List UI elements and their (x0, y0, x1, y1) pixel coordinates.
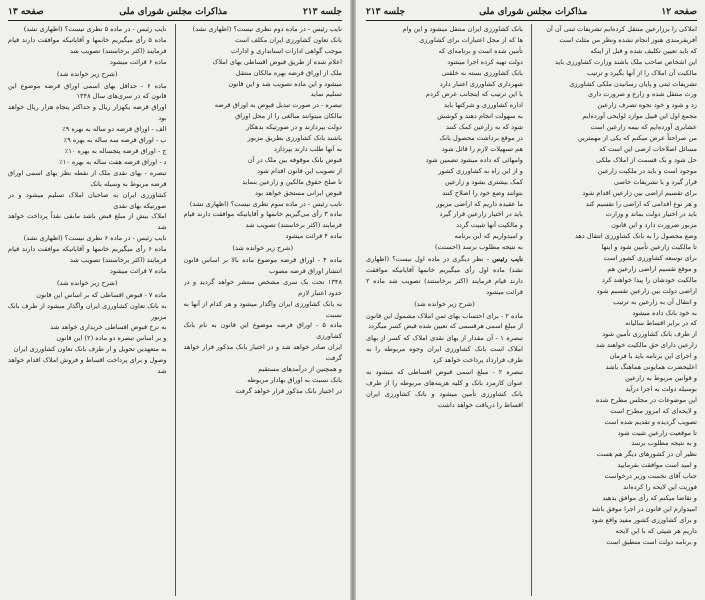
text-line: قبوض ایرانی مستحق خواهد بود (255, 188, 342, 197)
text-line: از تصویب این قانون اقدام شود (257, 166, 342, 175)
text-line: و به نتیجه مطلوب برسد (631, 439, 697, 448)
text-line: ب - اوراق قرضه سه ساله به بهره ۹٪ (63, 136, 167, 145)
text-line: الف - اوراق قرضه دو ساله به بهره ۹٪ (62, 125, 167, 134)
text-line: به نتیجه مطلوب برسد (احسنت) (435, 243, 523, 252)
text-line: تصویب گردیده و تقدیم شده است (604, 417, 697, 426)
text-line: تشریفات ثبتی و پایان رسانیدن ملکی کشاورزی (569, 79, 697, 88)
text-line: امیدوارم این قانون در اجرا موفق باشد (591, 504, 697, 513)
text-line: تا مالکیت زارعین تأمین شود و اینها (601, 243, 697, 252)
text-line: (شرح زیر خوانده شد) (56, 69, 118, 78)
text-line: ماده ۴ - اوراق قرضه موضوع ماده بالا بر اساس قانون انتشار اوراق قرضه مصوب (183, 256, 342, 275)
text-line: ما عقیده داریم که اراضی مزبور (436, 199, 523, 208)
text-line: من صراحتاً عرض میکنم که یکی از مهمترین (578, 134, 697, 143)
text-line: ورث منتقل شده و زارع و ضرورت داری (588, 90, 697, 99)
text-line: به خود بانک داده میشود (632, 308, 697, 317)
text-line: اعلام شده از طریق قبوض اقساطی بهای املاک (212, 57, 342, 66)
text-line: به بانک کشاورزی ایران واگذار میشود و هر کدام از آنها به نسبت (183, 299, 342, 319)
text-line: نایب رئیس - در ماده ۵ نظری نیست؟ (اظهاری نشد) (23, 25, 167, 33)
page-header (366, 4, 697, 21)
text-line: بانک کشاورزی ایران منتقل میشود و این وام (402, 25, 523, 33)
session-number: جلسه ۲۱۳ (302, 7, 342, 17)
text-column (366, 24, 523, 596)
text-line: جناب آقای نخست وزیر درخواست (604, 472, 697, 481)
text-line: موجود است و باید در ملکیت زارعین (597, 166, 697, 175)
note-text: تبصره ۱ - آن مقدار از بهای نقدی املاک که کسر از بهای املاک است بانک کشاورزی ایران وجوه مربوطه را به طرف قرارداد پرداخت خواهد کرد (366, 334, 523, 365)
text-line: قرار گیرد و با تشریفات خاصی (614, 177, 697, 186)
text-line: تسلیم نماید (310, 90, 342, 99)
text-line: به آنها طلب دارند بپردازد (274, 144, 342, 153)
text-line: به متعهدین تحویل و از طرف بانک تعاون کشاورزی ایران (13, 345, 167, 354)
text-line: ماده ۵ رأی میگیریم خانمها و آقایانیکه موافقت دارند قیام فرمایند (اکثر برخاستند) تصویب شد (8, 35, 167, 55)
text-line: آفریقرمندی هنوز انجام نشده ونظر من مثلث است (559, 35, 697, 44)
text-line: بانک تعاون کشاورزی ایران مکلف است (235, 35, 342, 44)
text-line: ایران صادر خواهد شد و در اختیار بانک مذکور قرار خواهد گرفت (183, 343, 342, 363)
text-line: هم تسهیلات لازم را قائل شود (441, 144, 523, 153)
text-line: تا موقعیت زارعین تثبیت شود (617, 428, 697, 437)
text-line: میشود و این ماده تصویب شد و این قانون (228, 79, 342, 88)
text-line: وضع محصول را به بانک کشاورزی انتقال دهد (574, 232, 697, 241)
text-line: و قوانین مربوط به زارعین (625, 374, 697, 382)
text-line: مالکان میتوانند مبالغی را از محل اوراق (235, 112, 342, 121)
text-line: و امیدواریم که این برنامه (454, 232, 523, 241)
text-line: مالکیت آن املاک را از آنها بگیرد و ترتیب (586, 68, 697, 77)
text-line: ماده ۷ قرائت میشود (110, 266, 167, 275)
text-line: و امید است موافقت بفرمایید (617, 461, 697, 470)
speaker-text: - نظر دیگری در ماده اول نیست؟ (اظهاری نشد) ماده اول رأی میگیریم خانمها آقایانیکه موافقت دارند قیام فرمایند (اکثر برخاستند) تصویب شد ماده ۲ قرائت میشود (366, 255, 523, 296)
text-line: قبوض بانک موقوفه بین ملک در آن (247, 155, 342, 164)
text-line: املاک بیش از مبلغ قبض باشد مابقی نقداً پرداخت خواهد شد (8, 212, 167, 232)
text-line: و از این راه به کشاورزی کشور (438, 166, 523, 175)
text-line: مسائل اصلاحات ارضی این است که (599, 144, 697, 153)
text-line: حل شود و یک قسمت از املاک ملکی (596, 155, 697, 164)
speaker-paragraph (366, 254, 523, 298)
read-note: (شرح زیر خوانده شد) (414, 299, 475, 308)
text-line: ج - اوراق قرضه پنجساله به بهره ۱۰٪ (64, 146, 167, 155)
text-line: املاکی را برزارعین منتقل کرده‌ایم تشریفات ثبتی آن آن (546, 25, 697, 33)
text-line: در موقع برداشت محصول بانک (439, 134, 523, 143)
session-number: جلسه ۲۱۳ (366, 7, 406, 17)
page-12 (358, 0, 705, 600)
text-line: دولت تهیه کرده اجرا میشود (447, 57, 523, 66)
page-running-title: مذاکرات مجلس شورای ملی (119, 7, 228, 17)
text-line: و لایحه‌ای که امروز مطرح است (610, 406, 697, 415)
column-divider (175, 24, 176, 596)
text-line: داریم هر شیئی که با این لایحه (615, 526, 697, 535)
text-column (184, 24, 343, 596)
page-number: صفحه ۱۳ (8, 7, 44, 17)
text-line: و بر اساس تبصره دو ماده (۲) این قانون (56, 334, 167, 343)
article-text: ماده ۲ - برای احتساب بهای ثمن املاک مشمول این قانون از مبلغ اسمی هرقسمی که تعیین شده قبض کسر میگردد (366, 311, 523, 331)
page-header (8, 4, 342, 21)
text-line: (شرح زیر خوانده شد) (56, 278, 118, 287)
text-line: شهرداری کشاورزی اعتبار دارد (439, 79, 523, 88)
text-line: ماده ۵ - اوراق قرضه موضوع این قانون به نام بانک کشاورزی (183, 321, 342, 341)
text-line: و هر نوع اقدامی که اراضی را تقسیم کند (585, 199, 697, 208)
text-line: با این ترتیب که اینجانب عرض کردم (425, 90, 523, 99)
text-line: به سهولت انجام دهند و کوشش (437, 112, 523, 121)
text-line: بتوانند وضع خود را اصلاح کنند (442, 188, 523, 197)
text-line: (شرح زیر خوانده شد) (232, 244, 294, 253)
text-line: بانک نسبت به اوراق بهادار مربوطه (247, 376, 342, 384)
text-line: و موقع تقسیم اراضی زارعین هم (607, 264, 697, 273)
text-line: ماده ۷ - قبوض اقساطی که بر اساس این قانون (36, 290, 167, 299)
text-line: که باید تعیین تکلیف شده و قبل از اینکه (590, 46, 697, 55)
text-line: و برای کشاورزی کشور مفید واقع شود (591, 515, 697, 524)
text-line: اعلیحضرت همایونی هماهنگ باشد (605, 363, 697, 372)
text-line: وامهائی که داده میشود تضمین شود (425, 155, 523, 164)
text-line: اداره کشاورزی و شرکتها باید (443, 101, 523, 110)
page-number: صفحه ۱۲ (661, 7, 697, 17)
text-line: دولت بپردازند و در صورتیکه بدهکار (246, 123, 342, 132)
text-line: ها که از محل اعتبارات برای کشاورزی (419, 35, 523, 44)
text-line: از طرف بانک کشاورزی تأمین شود (602, 330, 697, 339)
text-line: و همچنین از درآمدهای مستقیم (258, 365, 342, 374)
text-line: و برنامه دولت است منطبق است (606, 537, 697, 546)
text-line: موجب گواهی ادارات استانداری و ادارات (231, 46, 342, 55)
text-line: اوراق قرضه یکهزار ریال و حداکثر پنجاه هزار ریال خواهد بود (8, 103, 167, 123)
text-line: و مالکیت آنها تثبیت گردد (456, 221, 523, 230)
page-running-title: مذاکرات مجلس شورای ملی (479, 7, 588, 17)
text-line: که در برابر اقساط سالیانه (625, 319, 697, 328)
text-line: و اجرای این برنامه باید با فرمان (609, 352, 697, 361)
text-line: ماده ۶ قرائت میشود (110, 57, 167, 66)
text-line: به بانک تعاون کشاورزی ایران واگذار میشود از طرف بانک مزبور (8, 301, 167, 321)
text-line: وصول و برای پرداخت اقساط و فروش املاک اقدام خواهد شد (8, 356, 167, 376)
page-13 (0, 0, 350, 600)
text-line: کمک بیشتری بشود و زارعین (444, 177, 523, 186)
text-line: این موضوعات در مجلس مطرح شده (595, 395, 697, 404)
text-line: و انتقال آن به زارعین به ترتیب (613, 297, 697, 306)
text-column (8, 24, 167, 596)
text-line: برای توسعه کشاورزی کشور است (603, 254, 697, 263)
text-line: ماده ۶ رأی میگیریم خانمها و آقایانیکه موافقت دارند قیام فرمایند (اکثر برخاستند) تصویب شد (8, 245, 167, 265)
text-line: اراضی دولت بین زارعین تقسیم شود (596, 286, 697, 295)
text-line: شود که به زارعین کمک کنند (446, 123, 523, 132)
text-line: تأمین شده است و برنامه‌ای که (438, 46, 523, 55)
speaker-name: نایب رئیس (492, 255, 523, 264)
text-line: ۱۳۴۸ تحت یک سری مشخص منتشر خواهد گردید و در حدود اعتبار لازم (183, 277, 342, 297)
text-line: فوریت این لایحه را کرده‌اند (623, 483, 697, 492)
text-line: مزبور ضرورت دارد و این قانون (611, 221, 697, 230)
text-line: نایب رئیس - در ماده دوم نظری نیست؟ (اظهاری نشد) (192, 25, 342, 33)
text-line: بانک کشاورزی بسته به خلقتی (441, 68, 523, 77)
column-divider (531, 24, 532, 596)
text-line: نایب رئیس - در ماده ۶ نظری نیست؟ (اظهاری نشد) (23, 234, 167, 243)
text-line: عشایری آورده‌ایم که بیمه زارعین است (590, 123, 697, 132)
text-line: این اشخاص صاحب ملک باشند وزارت کشاورزی باید (554, 57, 697, 66)
text-line: باشند بانک کشاورزی بطریق مزبور (247, 134, 342, 143)
text-column (540, 24, 697, 596)
text-line: در اختیار بانک مذکور قرار خواهد گرفت (235, 386, 342, 395)
text-line: برای تقسیم اراضی بین زارعین اقدام شود (582, 188, 697, 197)
text-line: بوسیله دولت به اجرا درآید (625, 384, 697, 393)
note-text: تبصره ۲ - مبلغ اسمی قبوض اقساطی که میشود به عنوان کارمزد بانک و کلیه هزینه‌های مربوطه را از طرف بانک کشاورزی تأمین میشود و بانک کشاورزی ایران اقساط را دریافت خواهد داشت (366, 368, 523, 409)
book-gutter (350, 0, 356, 600)
text-line: کشاورزی ایران به صاحبان املاک تسلیم میشود و در صورتیکه بهای نقدی (8, 190, 167, 210)
text-line: نظیر آن در کشورهای دیگر هم هست (596, 450, 697, 459)
text-line: رد و شود و خود نحوه تصرف زارعین (597, 101, 697, 110)
text-line: ملک از اوراق قرضه بهره مالکان منتقل (235, 68, 342, 77)
text-line: باید در اختیار دولت بماند و وزارت (605, 210, 697, 219)
page-columns (366, 24, 697, 596)
text-line: زارعین دارای حق مالکیت خواهند شد (595, 341, 697, 350)
text-line: مالکیت خودشان را پیدا خواهند کرد (601, 275, 697, 284)
text-line: د - اوراق قرضه هفت ساله به بهره ۱۰٪ (59, 157, 167, 166)
text-line: به نرخ قبوض اقساطی خریداری خواهد شد (50, 323, 167, 332)
text-line: ماده ۳ رأی می‌گیریم خانمها و آقایانیکه موافقت دارند قیام فرمایند (اکثر برخاستند) تصویب شد (183, 210, 342, 230)
text-line: باید در اختیار زارعین قرار گیرد (439, 210, 523, 219)
text-line: ماده ۴ قرائت میشود (285, 232, 342, 241)
page-columns (8, 24, 342, 596)
text-line: مجمع اول این قبیل موارد لوایحی آورده‌ایم (582, 112, 697, 121)
text-line: و تقاضا میکنم که رأی موافق بدهید (602, 493, 697, 502)
text-line: نایب رئیس - در ماده سوم نظری نیست؟ (اظهاری نشد) (189, 199, 342, 208)
text-line: تبصره - در صورت تبدیل قبوض به اوراق قرضه (214, 101, 342, 110)
text-line: تبصره - بهای نقدی ملک از نقطه نظر بهای اسمی اوراق قرضه مربوط به وسیله بانک (8, 168, 167, 188)
text-line: تا صلح حقوق مالکین و زارعین بنماید (242, 177, 342, 186)
text-line: ماده ۶ - حداقل بهای اسمی اوراق قرضه موضوع این قانون که در سری‌های سال ۱۳۴۸ (8, 81, 167, 101)
